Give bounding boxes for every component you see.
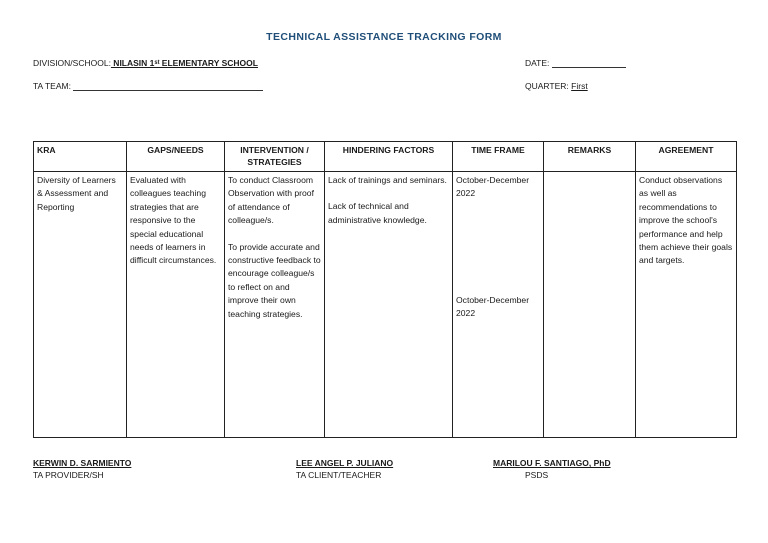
signatory-ta-provider: [33, 458, 131, 480]
division-school-label: DIVISION/SCHOOL:: [33, 58, 111, 68]
tracking-table: [33, 141, 737, 438]
cell-remarks: [544, 172, 636, 438]
timeframe-text-1: October-December 2022: [456, 175, 530, 199]
quarter-label: QUARTER:: [525, 81, 569, 91]
quarter-field: [525, 81, 588, 91]
table-row: [34, 172, 737, 438]
cell-gaps-needs: Evaluated with colleagues teaching strategies that are responsive to the special educational needs of learners in difficult circumstances.: [127, 172, 225, 438]
ta-team-value: [73, 90, 263, 91]
signatory-name: KERWIN D. SARMIENTO: [33, 458, 132, 468]
division-school-value: NILASIN 1ˢᵗ ELEMENTARY SCHOOL: [110, 58, 258, 68]
header-remarks: REMARKS: [544, 142, 636, 172]
cell-kra: Diversity of Learners & Assessment and Reporting: [34, 172, 127, 438]
timeframe-text-2: October-December 2022: [456, 294, 530, 319]
cell-time-frame: [453, 172, 544, 438]
ta-team-label: TA TEAM:: [33, 81, 71, 91]
cell-hindering-factors: [325, 172, 453, 438]
signatory-name: LEE ANGEL P. JULIANO: [296, 458, 394, 468]
signatory-psds: [493, 458, 611, 480]
signatory-name: MARILOU F. SANTIAGO, PhD: [493, 458, 611, 468]
header-hindering-factors: HINDERING FACTORS: [325, 142, 453, 172]
hindering-text-2: Lack of technical and administrative knowledge.: [328, 201, 427, 225]
signatory-ta-client: [296, 458, 393, 480]
header-agreement: AGREEMENT: [636, 142, 737, 172]
signatory-role: PSDS: [525, 470, 549, 480]
date-field: [525, 58, 626, 68]
signatory-role: TA PROVIDER/SH: [33, 470, 104, 480]
header-gaps-needs: GAPS/NEEDS: [127, 142, 225, 172]
header-kra: KRA: [34, 142, 127, 172]
cell-agreement: Conduct observations as well as recommendations to improve the school's performance and help them achieve their goals and targets.: [636, 172, 737, 438]
header-intervention: INTERVENTION / STRATEGIES: [225, 142, 325, 172]
quarter-value: First: [571, 81, 588, 91]
date-label: DATE:: [525, 58, 550, 68]
signatory-role: TA CLIENT/TEACHER: [296, 470, 382, 480]
ta-team-field: [33, 81, 263, 91]
intervention-text-2: To provide accurate and constructive feedback to encourage colleague/s to reflect on and improve their own teaching strategies.: [228, 241, 321, 319]
date-value: [552, 67, 626, 68]
intervention-text-1: To conduct Classroom Observation with proof of attendance of colleague/s.: [228, 175, 314, 226]
table-header-row: [34, 142, 737, 172]
header-time-frame: TIME FRAME: [453, 142, 544, 172]
form-title: TECHNICAL ASSISTANCE TRACKING FORM: [266, 31, 502, 43]
division-school-field: [33, 58, 258, 68]
cell-intervention: [225, 172, 325, 438]
hindering-text-1: Lack of trainings and seminars.: [328, 175, 447, 185]
